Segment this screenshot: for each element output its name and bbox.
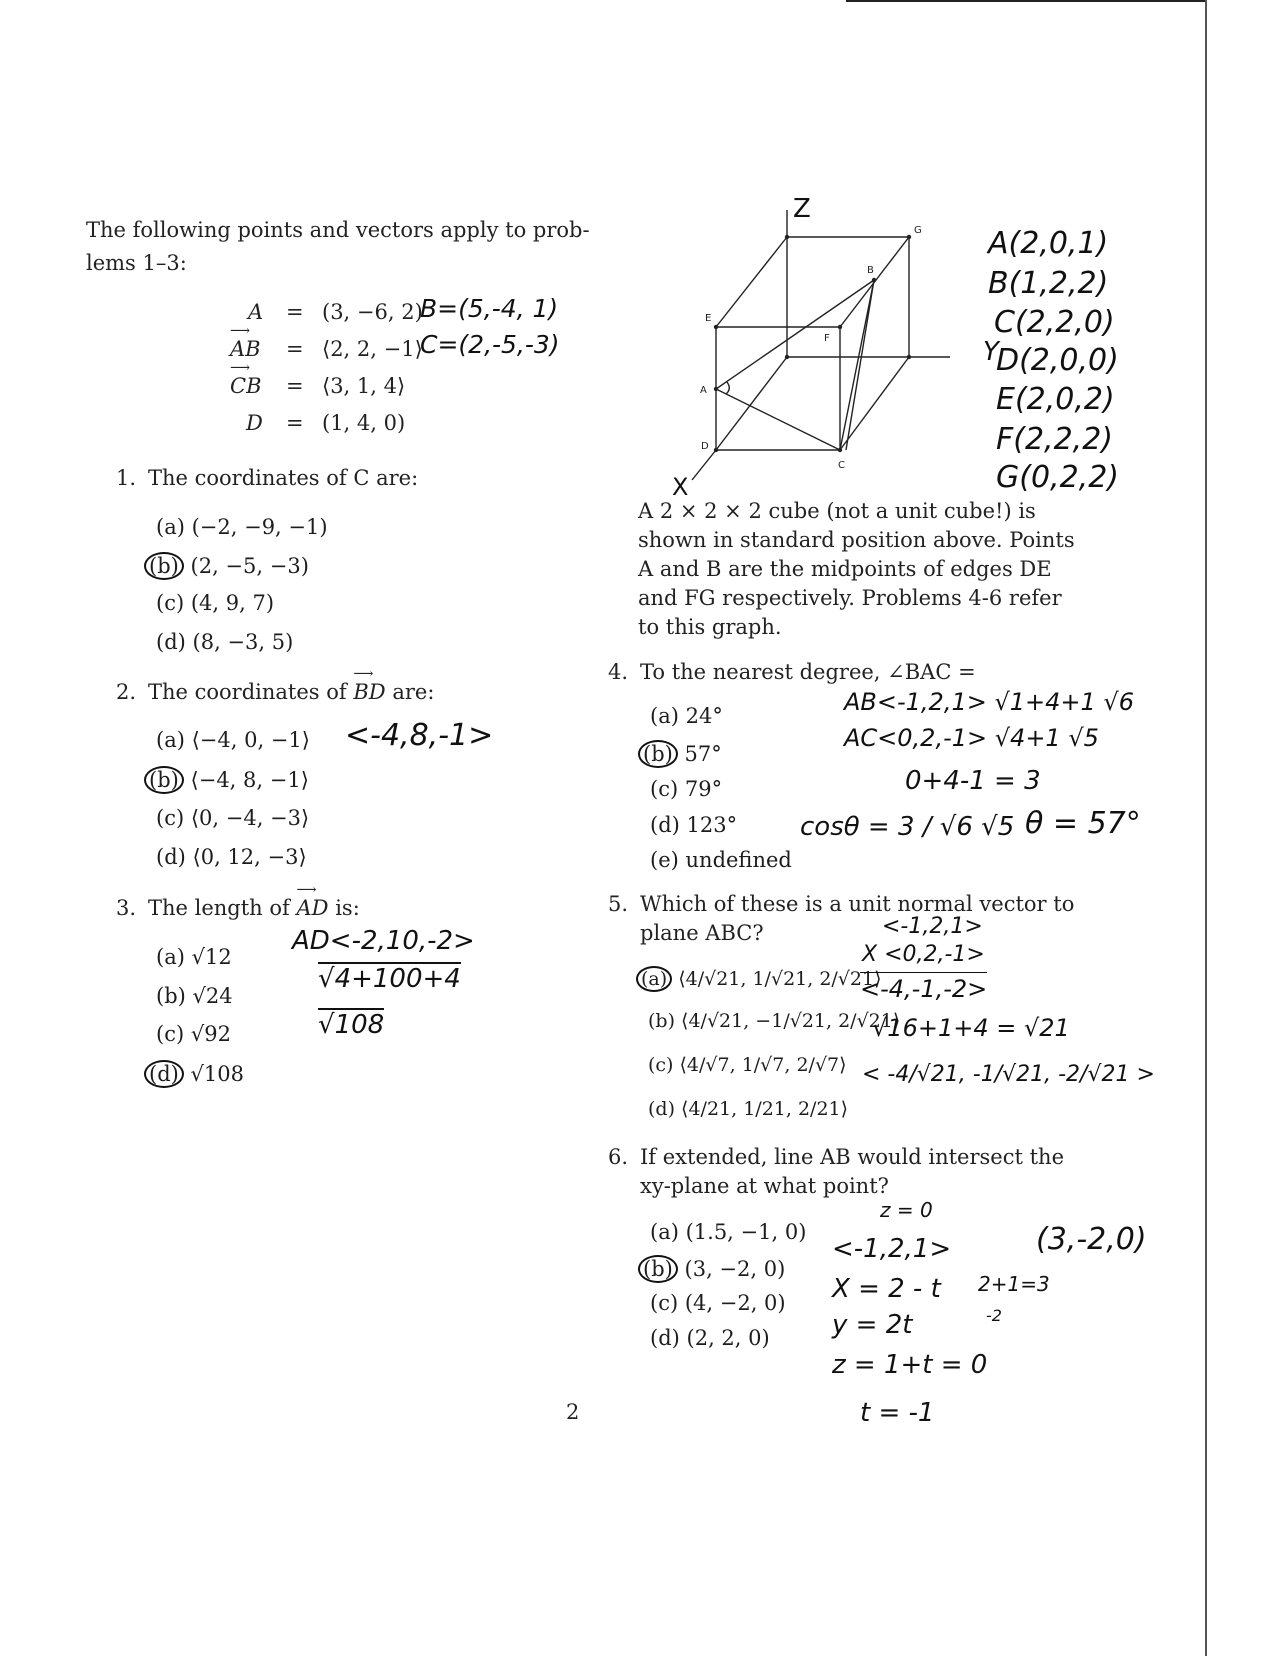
point-g-label: G [914,225,922,236]
option-b-circled[interactable]: (b) 57° [644,740,722,768]
option-c[interactable]: (c) √92 [156,1022,231,1046]
answer-circle: (b) [638,740,678,768]
handwritten-ad-vector: AD<-2,10,-2> [292,926,475,956]
axis-x-label: X [672,473,689,501]
handwritten-ac-vector: AC<0,2,-1> √4+1 √5 [844,724,1099,752]
handwritten-t-value: t = -1 [860,1398,935,1428]
point-d-label: D [701,441,709,452]
handwritten-answer: <-4,8,-1> [345,718,494,753]
given-lhs-ab: ⟶ AB [230,323,261,361]
option-a[interactable]: (a) √12 [156,945,232,969]
option-b[interactable]: (b) √24 [156,984,233,1008]
vector-arrow: ⟶ [230,360,251,376]
handwritten-b-point: B=(5,-4, 1) [420,294,559,323]
option-a[interactable]: (a) ⟨−4, 0, −1⟩ [156,728,310,752]
caption-line-5: to this graph. [638,615,782,639]
given-eq-ab: = [286,337,304,361]
point-b-label: B [867,265,874,276]
handwritten-magnitude: √16+1+4 = √21 [872,1014,1070,1042]
handwritten-point-b: B(1,2,2) [988,266,1109,301]
handwritten-point-f: F(2,2,2) [996,422,1113,457]
handwritten-root-108: √108 [318,1010,385,1040]
answer-circle: (b) [638,1255,678,1283]
handwritten-cross-result: <-4,-1,-2> [860,972,987,1003]
handwritten-c-point: C=(2,-5,-3) [420,330,560,359]
vector-arrow: ⟶ [230,323,251,339]
question-number: 6. [608,1145,629,1169]
intro-line-1: The following points and vectors apply to prob- [86,218,590,242]
given-rhs-cb: ⟨3, 1, 4⟩ [322,374,406,398]
option-b-circled[interactable]: (b) ⟨−4, 8, −1⟩ [150,766,309,794]
point-c-label: C [838,460,845,471]
handwritten-point-a: A(2,0,1) [988,226,1109,261]
intro-line-2: lems 1–3: [86,251,187,275]
handwritten-calc: 2+1=3 [978,1272,1050,1296]
caption-line-1: A 2 × 2 × 2 cube (not a unit cube!) is [638,499,1036,523]
handwritten-point-d: D(2,0,0) [996,343,1119,378]
caption-line-4: and FG respectively. Problems 4-6 refer [638,586,1062,610]
handwritten-angle: θ = 57° [1025,806,1141,841]
given-rhs-a: (3, −6, 2) [322,300,423,324]
vector-arrow: ⟶ [296,882,317,898]
point-f-label: F [824,333,830,344]
handwritten-point-c: C(2,2,0) [994,305,1115,340]
option-b-circled[interactable]: (b) (3, −2, 0) [644,1255,785,1283]
question-number: 2. [116,680,137,704]
given-lhs-cb: ⟶ CB [230,360,262,398]
question-text: The coordinates of C are: [148,466,419,490]
handwritten-point-e: E(2,0,2) [996,382,1115,417]
question-number: 3. [116,896,137,920]
given-eq-a: = [286,300,304,324]
handwritten-x-eq: X = 2 - t [832,1274,941,1304]
axis-z-label: Z [793,195,811,224]
option-d-circled[interactable]: (d) √108 [150,1060,244,1088]
cube-diagram [650,195,950,510]
vector-arrow: ⟶ [353,666,374,682]
option-d[interactable]: (d) ⟨4/21, 1/21, 2/21⟩ [648,1098,849,1120]
question-text-line-1: If extended, line AB would intersect the [640,1145,1064,1169]
given-lhs-d: D [246,411,263,435]
option-a[interactable]: (a) (−2, −9, −1) [156,515,328,539]
handwritten-y-calc: -2 [986,1306,1002,1325]
axis-y-label: Y [983,337,999,367]
given-lhs-a: A [248,300,264,324]
page-number: 2 [566,1400,580,1424]
given-eq-d: = [286,411,304,435]
handwritten-point-g: G(0,2,2) [996,460,1119,495]
option-c[interactable]: (c) 79° [650,777,723,801]
given-rhs-d: (1, 4, 0) [322,411,406,435]
option-d[interactable]: (d) ⟨0, 12, −3⟩ [156,845,307,869]
point-a-label: A [700,385,707,396]
answer-circle: (a) [636,966,672,992]
handwritten-z-eq: z = 1+t = 0 [832,1350,988,1380]
handwritten-z-zero: z = 0 [880,1198,933,1222]
option-a[interactable]: (a) 24° [650,704,723,728]
handwritten-radicand: √4+100+4 [318,964,461,994]
handwritten-cosine: cosθ = 3 / √6 √5 [800,812,1015,842]
option-a[interactable]: (a) (1.5, −1, 0) [650,1220,807,1244]
question-number: 1. [116,466,137,490]
caption-line-2: shown in standard position above. Points [638,528,1075,552]
option-d[interactable]: (d) (8, −3, 5) [156,630,294,654]
scan-edge-right [1205,0,1207,1656]
option-c[interactable]: (c) ⟨0, −4, −3⟩ [156,806,310,830]
handwritten-ab: <-1,2,1> [882,914,983,939]
question-text: To the nearest degree, ∠BAC = [640,660,976,684]
question-number: 5. [608,892,629,916]
answer-circle: (b) [144,552,184,580]
option-b-circled[interactable]: (b) (2, −5, −3) [150,552,309,580]
given-eq-cb: = [286,374,304,398]
option-a-circled[interactable]: (a) ⟨4/√21, 1/√21, 2/√21⟩ [642,966,882,992]
caption-line-3: A and B are the midpoints of edges DE [638,557,1052,581]
question-text: The length of ⟶ AD is: [148,882,360,920]
option-b[interactable]: (b) ⟨4/√21, −1/√21, 2/√21⟩ [648,1010,901,1032]
handwritten-cross-ac: X <0,2,-1> [862,942,985,967]
option-c[interactable]: (c) (4, −2, 0) [650,1291,786,1315]
handwritten-answer: (3,-2,0) [1036,1222,1147,1257]
given-rhs-ab: ⟨2, 2, −1⟩ [322,337,423,361]
handwritten-direction: <-1,2,1> [832,1234,952,1264]
handwritten-ab-vector: AB<-1,2,1> √1+4+1 √6 [844,688,1134,716]
option-c[interactable]: (c) ⟨4/√7, 1/√7, 2/√7⟩ [648,1054,847,1076]
answer-circle: (d) [144,1060,184,1088]
answer-circle: (b) [144,766,184,794]
question-text-line-2: xy-plane at what point? [640,1174,889,1198]
option-e[interactable]: (e) undefined [650,848,792,872]
option-d[interactable]: (d) 123° [650,813,738,837]
scan-edge-top [846,0,1206,2]
handwritten-y-eq: y = 2t [832,1310,913,1340]
option-d[interactable]: (d) (2, 2, 0) [650,1326,770,1350]
question-text-line-1: Which of these is a unit normal vector to [640,892,1075,916]
option-c[interactable]: (c) (4, 9, 7) [156,591,275,615]
handwritten-dot-product: 0+4-1 = 3 [905,766,1041,796]
handwritten-unit-normal: < -4/√21, -1/√21, -2/√21 > [862,1062,1155,1087]
point-e-label: E [705,313,712,324]
question-number: 4. [608,660,629,684]
question-text: The coordinates of ⟶ BD are: [148,666,435,704]
question-text-line-2: plane ABC? [640,921,764,945]
